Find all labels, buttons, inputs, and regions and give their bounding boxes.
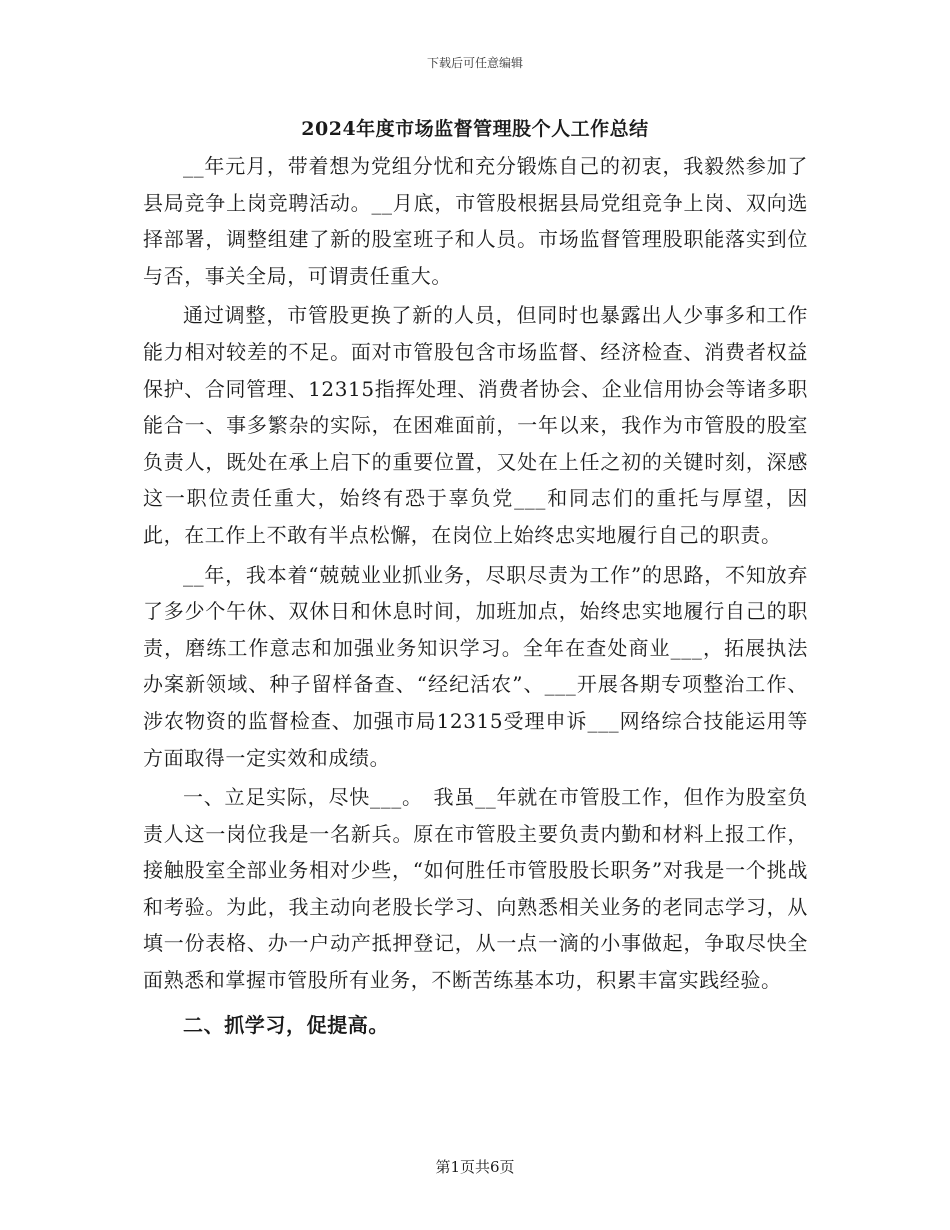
paragraph-1: __年元月，带着想为党组分忧和充分锻炼自己的初衷，我毅然参加了县局竞争上岗竞聘活动。__月底，市管股根据县局党组竞争上岗、双向选择部署，调整组建了新的股室班子和人员。市场监督管理股职能落实到位与否，事关全局，可谓责任重大。 [143,154,808,288]
header-note: 下载后可任意编辑 [426,56,523,70]
paragraph-2: 通过调整，市管股更换了新的人员，但同时也暴露出人少事多和工作能力相对较差的不足。面对市管股包含市场监督、经济检查、消费者权益保护、合同管理、12315指挥处理、消费者协会、企业信用协会等诸多职能合一、事多繁杂的实际，在困难面前，一年以来，我作为市管股的股室负责人，既处在承上启下的重要位置，又处在上任之初的关键时刻，深感这一职位责任重大，始终有恐于辜负党___和同志们的重托与厚望，因此，在工作上不敢有半点松懈，在岗位上始终忠实地履行自己的职责。 [143,303,808,547]
section-heading: 二、抓学习，促提高。 [183,1012,389,1037]
document-title: 2024年度市场监督管理股个人工作总结 [301,118,649,140]
document-body [143,148,808,1043]
page-footer: 第1页共6页 [435,1158,515,1176]
paragraph-4: 一、立足实际，尽快___。 我虽__年就在市管股工作，但作为股室负责人这一岗位我是一名新兵。原在市管股主要负责内勤和材料上报工作，接触股室全部业务相对少些，“如何胜任市管股股长职务”对我是一个挑战和考验。为此，我主动向老股长学习、向熟悉相关业务的老同志学习，从填一份表格、办一户动产抵押登记，从一点一滴的小事做起，争取尽快全面熟悉和掌握市管股所有业务，不断苦练基本功，积累丰富实践经验。 [143,785,808,993]
paragraph-3: __年，我本着“兢兢业业抓业务，尽职尽责为工作”的思路，不知放弃了多少个午休、双休日和休息时间，加班加点，始终忠实地履行自己的职责，磨练工作意志和加强业务知识学习。全年在查处商业___，拓展执法办案新领域、种子留样备查、“经纪活农”、___开展各期专项整治工作、涉农物资的监督检查、加强市局12315受理申诉___网络综合技能运用等方面取得一定实效和成绩。 [143,562,808,770]
